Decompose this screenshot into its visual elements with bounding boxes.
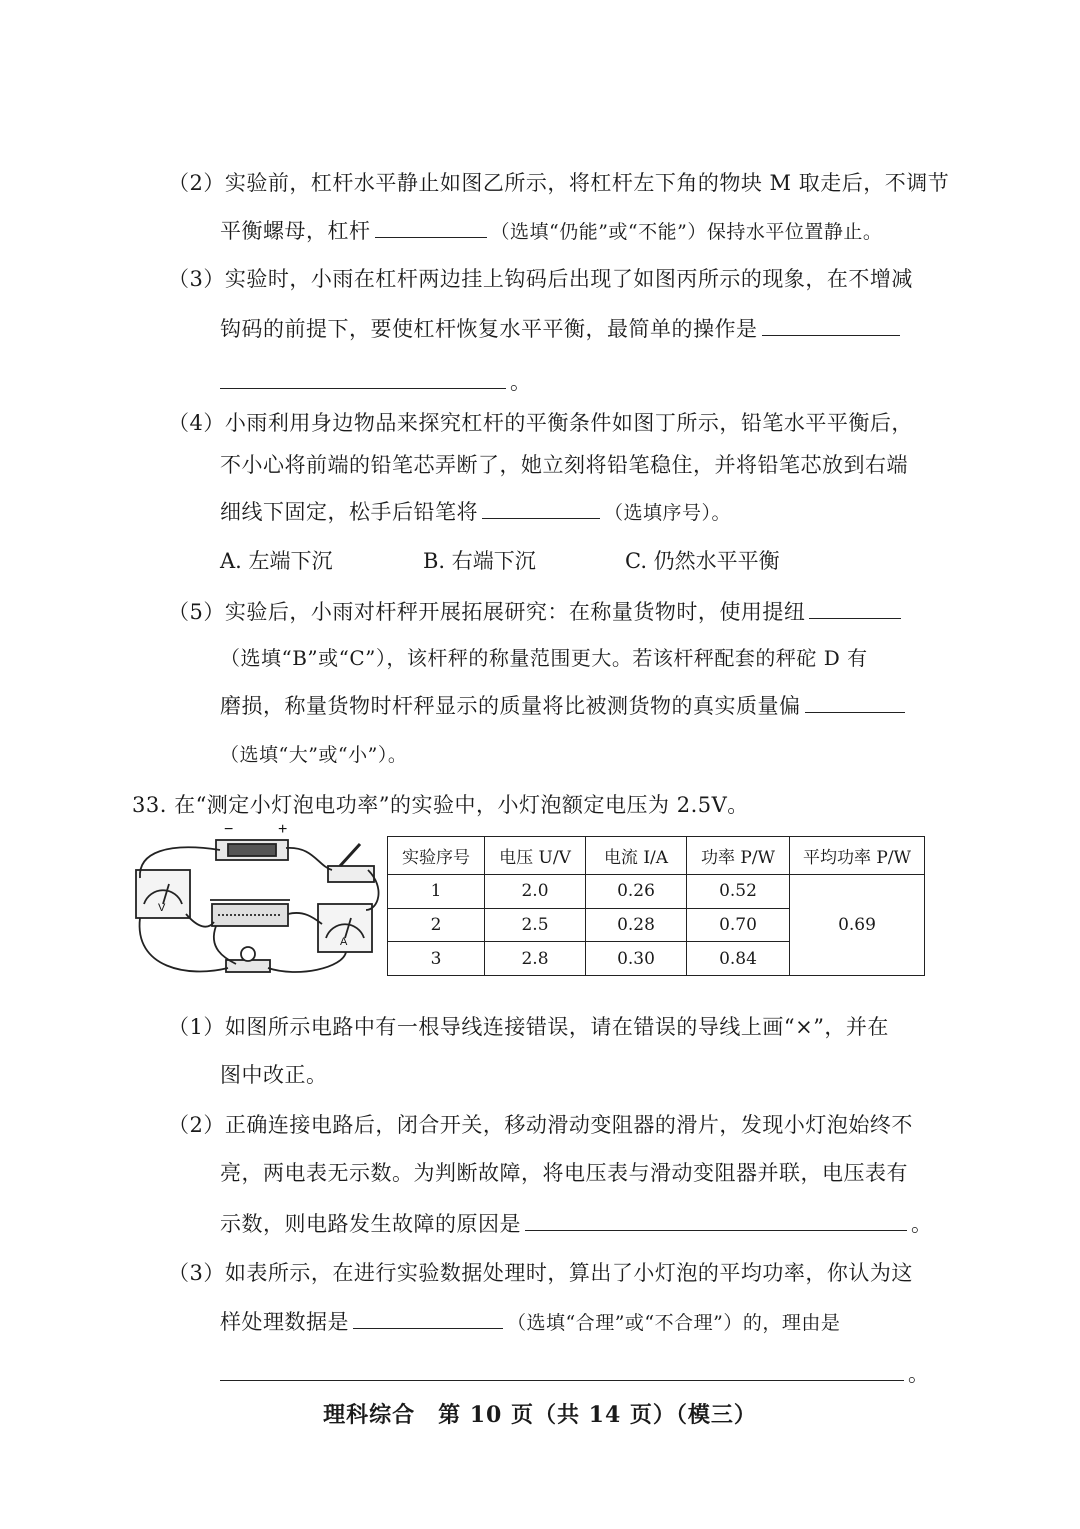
q33-part2-text: 示数，则电路发生故障的原因是 bbox=[220, 1212, 521, 1236]
option-c: C. 仍然水平平衡 bbox=[625, 549, 780, 573]
table-header: 平均功率 P/W bbox=[790, 837, 925, 875]
answer-blank[interactable] bbox=[220, 1358, 904, 1381]
q32-part2-text-b: （选填“仍能”或“不能”）保持水平位置静止。 bbox=[490, 221, 883, 243]
voltmeter-label: V bbox=[158, 902, 166, 914]
q33-part3-line2 bbox=[220, 1306, 840, 1338]
q32-part5-line2: （选填“B”或“C”），该杆秤的称量范围更大。若该杆秤配套的秤砣 D 有 bbox=[220, 646, 868, 670]
period: 。 bbox=[911, 1212, 933, 1236]
q32-part3-text: 钩码的前提下，要使杠杆恢复水平平衡，最简单的操作是 bbox=[220, 317, 758, 341]
q32-part5-line1 bbox=[168, 596, 901, 627]
period: 。 bbox=[510, 370, 532, 394]
answer-blank[interactable] bbox=[809, 596, 901, 619]
table-header: 实验序号 bbox=[388, 837, 485, 875]
answer-blank[interactable] bbox=[525, 1208, 907, 1231]
q32-part3-line1: （3）实验时，小雨在杠杆两边挂上钩码后出现了如图丙所示的现象，在不增减 bbox=[168, 267, 913, 291]
q33-part3-line1: （3）如表所示，在进行实验数据处理时，算出了小灯泡的平均功率，你认为这 bbox=[168, 1261, 913, 1285]
table-cell: 2.8 bbox=[485, 942, 586, 976]
q32-part3-line2 bbox=[220, 313, 900, 344]
q32-part5-line3 bbox=[220, 690, 905, 721]
q32-part5-text-a: （5）实验后，小雨对杆秤开展拓展研究：在称量货物时，使用提纽 bbox=[168, 600, 806, 624]
answer-blank[interactable] bbox=[805, 690, 905, 713]
table-cell: 2 bbox=[388, 908, 485, 942]
q33-part2-line3 bbox=[220, 1208, 933, 1239]
answer-blank[interactable] bbox=[375, 215, 487, 238]
q33-stem: 33. 在“测定小灯泡电功率”的实验中，小灯泡额定电压为 2.5V。 bbox=[132, 793, 749, 817]
period: 。 bbox=[908, 1362, 930, 1386]
answer-blank[interactable] bbox=[762, 313, 900, 336]
table-row bbox=[388, 875, 925, 909]
battery-minus-label: − bbox=[224, 821, 234, 838]
table-cell: 0.28 bbox=[586, 908, 687, 942]
table-cell: 2.0 bbox=[485, 875, 586, 909]
battery-plus-label: + bbox=[278, 821, 288, 838]
q32-part4-text-b: （选填序号）。 bbox=[604, 502, 732, 524]
q32-part2-line2 bbox=[220, 215, 882, 247]
table-cell: 1 bbox=[388, 875, 485, 909]
q32-part4-line3 bbox=[220, 496, 731, 528]
table-header: 电压 U/V bbox=[485, 837, 586, 875]
data-table bbox=[387, 836, 925, 976]
q32-part4-text-a: 细线下固定，松手后铅笔将 bbox=[220, 500, 478, 524]
q33-part3-text-a: 样处理数据是 bbox=[220, 1310, 349, 1334]
q33-part1-line2: 图中改正。 bbox=[220, 1063, 328, 1087]
q32-part2-text-a: 平衡螺母，杠杆 bbox=[220, 219, 371, 243]
q33-part2-line2: 亮，两电表无示数。为判断故障，将电压表与滑动变阻器并联，电压表有 bbox=[220, 1161, 908, 1185]
q32-part3-line3 bbox=[220, 366, 532, 397]
table-header: 功率 P/W bbox=[687, 837, 790, 875]
q32-part2-line1: （2）实验前，杠杆水平静止如图乙所示，将杠杆左下角的物块 M 取走后，不调节 bbox=[168, 171, 950, 195]
answer-blank[interactable] bbox=[220, 366, 506, 389]
q33-part2-line1: （2）正确连接电路后，闭合开关，移动滑动变阻器的滑片，发现小灯泡始终不 bbox=[168, 1113, 913, 1137]
q32-part5-text-b: 磨损，称量货物时杆秤显示的质量将比被测货物的真实质量偏 bbox=[220, 694, 801, 718]
table-cell: 2.5 bbox=[485, 908, 586, 942]
table-cell: 0.84 bbox=[687, 942, 790, 976]
q32-part5-line4: （选填“大”或“小”）。 bbox=[220, 744, 408, 766]
answer-blank[interactable] bbox=[482, 496, 600, 519]
answer-blank[interactable] bbox=[353, 1306, 503, 1329]
table-cell: 0.52 bbox=[687, 875, 790, 909]
option-b: B. 右端下沉 bbox=[423, 549, 536, 573]
table-cell-average: 0.69 bbox=[790, 875, 925, 976]
page-footer: 理科综合 第 10 页（共 14 页）（模三） bbox=[323, 1402, 757, 1428]
q33-part1-line1: （1）如图所示电路中有一根导线连接错误，请在错误的导线上画“×”，并在 bbox=[168, 1015, 889, 1039]
q33-part3-text-b: （选填“合理”或“不合理”）的，理由是 bbox=[507, 1312, 841, 1334]
q32-part4-line1: （4）小雨利用身边物品来探究杠杆的平衡条件如图丁所示，铅笔水平平衡后， bbox=[168, 411, 913, 435]
table-cell: 3 bbox=[388, 942, 485, 976]
table-cell: 0.70 bbox=[687, 908, 790, 942]
ammeter-label: A bbox=[340, 936, 348, 948]
table-cell: 0.30 bbox=[586, 942, 687, 976]
circuit-diagram bbox=[128, 818, 380, 988]
option-a: A. 左端下沉 bbox=[220, 549, 333, 573]
table-cell: 0.26 bbox=[586, 875, 687, 909]
table-header: 电流 I/A bbox=[586, 837, 687, 875]
switch bbox=[328, 866, 374, 882]
q33-part3-line3 bbox=[220, 1358, 930, 1389]
q32-part4-line2: 不小心将前端的铅笔芯弄断了，她立刻将铅笔稳住，并将铅笔芯放到右端 bbox=[220, 453, 908, 477]
